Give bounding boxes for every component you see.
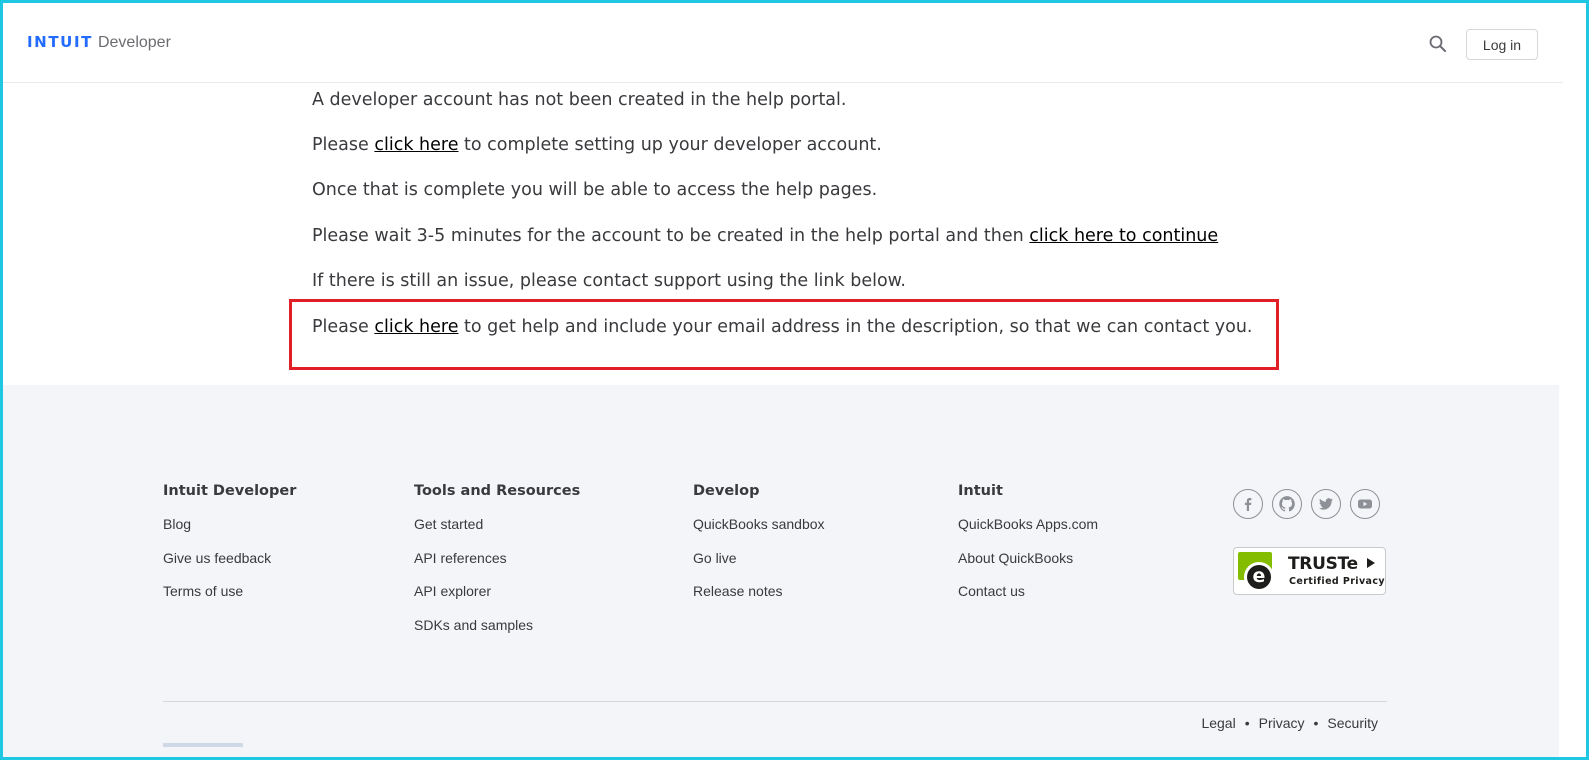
message-line-2 <box>312 135 882 155</box>
footer-link-get-started[interactable]: Get started <box>414 516 484 532</box>
truste-name: TRUSTe <box>1288 554 1358 574</box>
site-footer <box>3 385 1559 757</box>
search-icon[interactable] <box>1428 34 1448 54</box>
message-text: Please <box>312 135 375 155</box>
footer-column-title: Intuit Developer <box>163 483 297 499</box>
site-header <box>3 3 1563 83</box>
legal-link[interactable]: Legal <box>1201 715 1236 731</box>
message-line-6 <box>312 317 1252 337</box>
legal-links <box>1201 715 1378 731</box>
twitter-icon[interactable] <box>1311 489 1341 519</box>
footer-column-intuit-developer <box>163 483 296 600</box>
logo-brand: INTUIT <box>27 33 93 51</box>
logo-product: Developer <box>97 34 171 51</box>
setup-account-link[interactable]: click here <box>374 135 459 155</box>
footer-link-sandbox[interactable]: QuickBooks sandbox <box>693 516 825 532</box>
footer-link-sdks[interactable]: SDKs and samples <box>414 616 534 633</box>
footer-column-title: Intuit <box>958 483 1003 499</box>
footer-link-apps[interactable]: QuickBooks Apps.com <box>958 516 1099 532</box>
message-text: to get help and include your email address in the description, so that we can contact you. <box>458 317 1253 337</box>
footer-link-blog[interactable]: Blog <box>163 516 192 532</box>
footer-link-contact[interactable]: Contact us <box>958 583 1025 599</box>
footer-link-terms[interactable]: Terms of use <box>163 583 244 599</box>
footer-column-title: Develop <box>693 483 760 499</box>
footer-logo-partial <box>163 743 243 747</box>
message-line-3: Once that is complete you will be able to access the help pages. <box>312 180 878 200</box>
get-help-link[interactable]: click here <box>374 317 459 337</box>
message-text: Please <box>312 317 375 337</box>
scrollbar[interactable] <box>1578 3 1586 757</box>
social-links <box>1233 489 1380 519</box>
footer-link-go-live[interactable]: Go live <box>693 549 737 566</box>
footer-link-feedback[interactable]: Give us feedback <box>163 549 272 566</box>
message-line-1: A developer account has not been created in the help portal. <box>312 90 847 110</box>
message-text: to complete setting up your developer account. <box>458 135 882 155</box>
play-arrow-icon <box>1367 558 1375 568</box>
separator-dot: • <box>1244 715 1250 731</box>
footer-column-develop <box>693 483 825 600</box>
message-line-5: If there is still an issue, please contact support using the link below. <box>312 271 906 291</box>
separator-dot: • <box>1313 715 1319 731</box>
message-text: Please wait 3-5 minutes for the account to be created in the help portal and then <box>312 226 1030 246</box>
footer-link-release-notes[interactable]: Release notes <box>693 583 783 599</box>
footer-column-title: Tools and Resources <box>414 483 581 499</box>
footer-column-tools <box>414 483 580 633</box>
truste-e-icon: e <box>1244 562 1274 592</box>
footer-link-about[interactable]: About QuickBooks <box>958 549 1074 566</box>
continue-link[interactable]: click here to continue <box>1029 226 1219 246</box>
privacy-link[interactable]: Privacy <box>1258 715 1305 731</box>
footer-column-intuit <box>958 483 1098 600</box>
truste-tagline: Certified Privacy <box>1289 576 1385 587</box>
github-icon[interactable] <box>1272 489 1302 519</box>
footer-link-api-explorer[interactable]: API explorer <box>414 583 492 599</box>
truste-badge[interactable] <box>1233 547 1386 595</box>
login-button[interactable]: Log in <box>1466 29 1538 60</box>
footer-divider <box>163 701 1387 702</box>
message-line-4 <box>312 226 1218 246</box>
footer-link-api-references[interactable]: API references <box>414 549 507 566</box>
security-link[interactable]: Security <box>1327 715 1378 731</box>
intuit-developer-logo[interactable] <box>27 33 171 57</box>
facebook-icon[interactable] <box>1233 489 1263 519</box>
youtube-icon[interactable] <box>1350 489 1380 519</box>
